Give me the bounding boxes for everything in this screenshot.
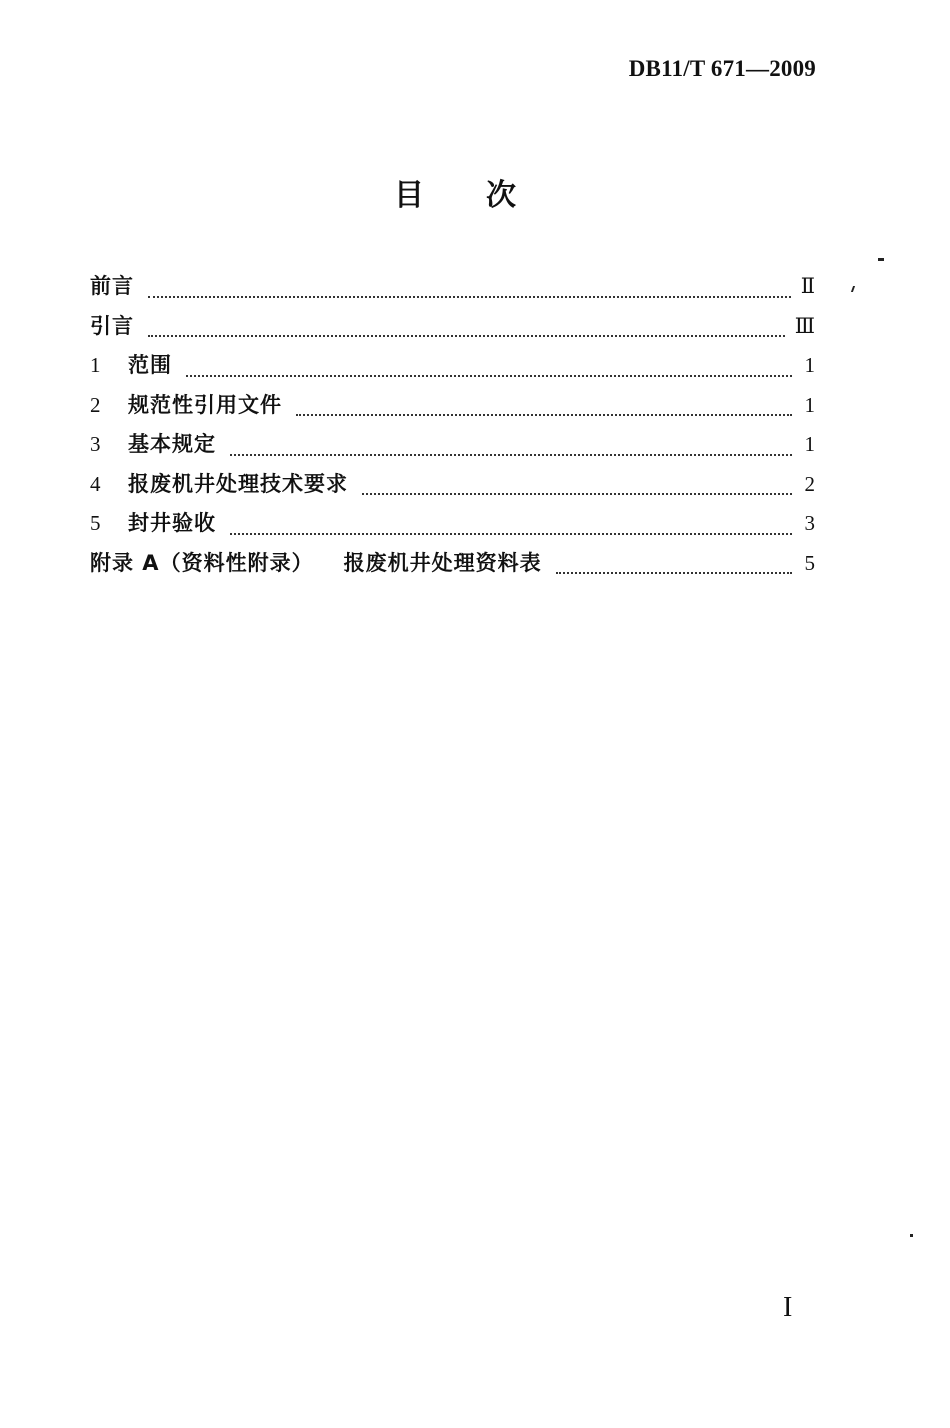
toc-entry-acceptance[interactable] xyxy=(90,507,816,547)
table-of-contents xyxy=(90,270,816,586)
toc-entry-number: 1 xyxy=(90,353,102,377)
dot-leader xyxy=(148,290,791,298)
toc-entry-page: 5 xyxy=(804,550,816,575)
toc-entry-label: 封井验收 xyxy=(128,511,216,535)
toc-entry-introduction[interactable] xyxy=(90,310,816,350)
toc-entry-page: 1 xyxy=(804,432,816,456)
toc-entry-foreword[interactable] xyxy=(90,270,816,310)
dot-leader xyxy=(296,408,792,416)
scan-speck xyxy=(851,286,855,292)
toc-entry-label: 基本规定 xyxy=(128,432,216,456)
toc-entry-label: 规范性引用文件 xyxy=(128,392,282,417)
toc-title xyxy=(0,170,910,214)
toc-entry-scope[interactable] xyxy=(90,349,816,389)
toc-entry-page: 1 xyxy=(804,392,816,417)
toc-entry-label: 附录 A（资料性附录） xyxy=(90,550,314,575)
toc-entry-basic-provisions[interactable] xyxy=(90,428,816,468)
toc-entry-page: Ⅱ xyxy=(800,274,816,298)
toc-entry-label: 前言 xyxy=(90,274,134,298)
toc-entry-title: 报废机井处理资料表 xyxy=(343,550,542,575)
toc-entry-appendix-a[interactable] xyxy=(90,547,816,587)
toc-entry-number: 4 xyxy=(90,471,102,496)
dot-leader xyxy=(556,566,792,574)
dot-leader xyxy=(362,487,792,495)
toc-entry-number: 3 xyxy=(90,432,102,456)
toc-entry-technical-requirements[interactable] xyxy=(90,468,816,508)
dot-leader xyxy=(230,527,792,535)
dot-leader xyxy=(230,448,792,456)
toc-entry-number: 2 xyxy=(90,392,102,417)
dot-leader xyxy=(186,369,792,377)
toc-entry-normative-references[interactable] xyxy=(90,389,816,429)
toc-entry-page: 3 xyxy=(804,511,816,535)
scan-speck xyxy=(878,258,884,261)
page-number: I xyxy=(783,1292,793,1323)
toc-entry-page: Ⅲ xyxy=(794,313,816,338)
toc-entry-label: 范围 xyxy=(128,353,172,377)
toc-entry-label: 报废机井处理技术要求 xyxy=(128,471,348,496)
toc-entry-page: 2 xyxy=(804,471,816,496)
toc-title-char: 次 xyxy=(486,178,516,213)
toc-entry-page: 1 xyxy=(804,353,816,377)
toc-entry-number: 5 xyxy=(90,511,102,535)
toc-entry-label: 引言 xyxy=(90,313,134,338)
document-code: DB11/T 671—2009 xyxy=(628,56,816,81)
toc-title-char: 目 xyxy=(394,178,424,213)
dot-leader xyxy=(148,329,785,337)
scan-speck xyxy=(910,1234,913,1237)
